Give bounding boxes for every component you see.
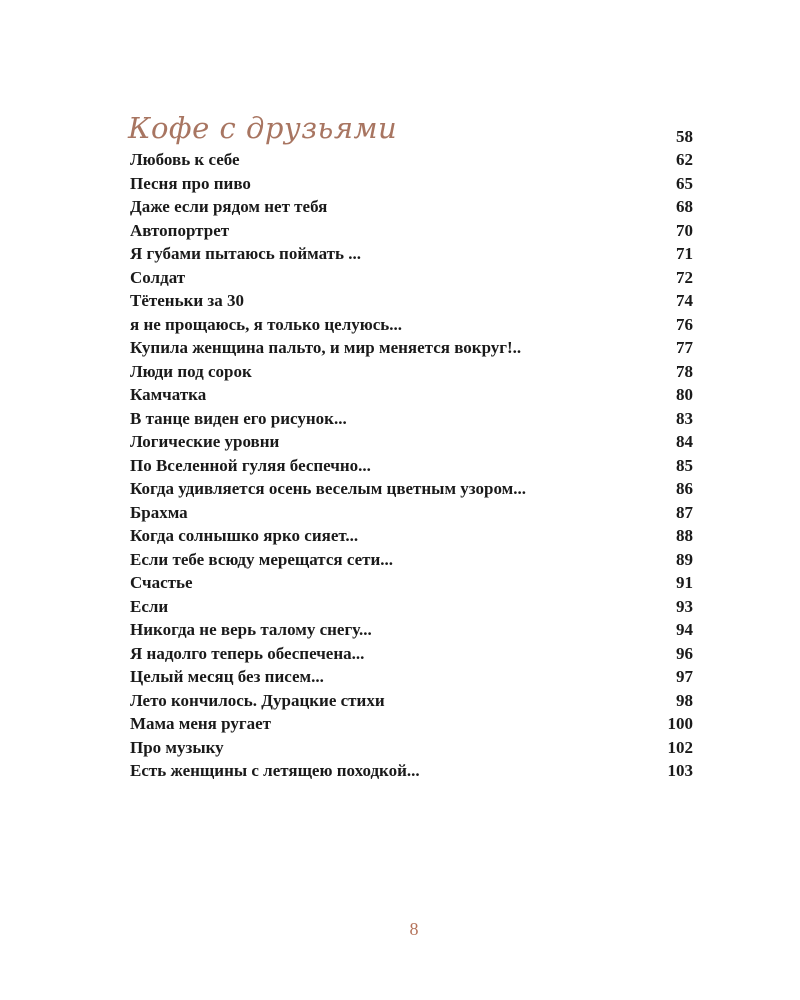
toc-entry-page: 78 [676, 361, 693, 381]
toc-entry [130, 689, 693, 713]
toc-entry-page: 96 [676, 643, 693, 663]
toc-entry-title: Любовь к себе [130, 150, 240, 169]
toc-entry-title: В танце виден его рисунок... [130, 408, 347, 428]
toc-entry [130, 219, 693, 243]
toc-entry-title: Брахма [130, 502, 188, 522]
toc-entry [130, 665, 693, 689]
toc-entry-page: 80 [676, 385, 693, 404]
toc-entry-title: Я надолго теперь обеспечена... [130, 643, 365, 663]
toc-entry-title: Даже если рядом нет тебя [130, 197, 328, 216]
toc-entry [130, 242, 693, 266]
toc-entry-page: 62 [676, 150, 693, 169]
toc-entry [130, 289, 693, 313]
toc-entry-page: 77 [676, 338, 693, 357]
toc-entry-title: Когда солнышко ярко сияет... [130, 526, 359, 545]
toc-entry [130, 618, 693, 642]
toc-entry-title: Когда удивляется осень веселым цветным узором... [130, 479, 526, 498]
toc-entry-page: 97 [676, 667, 693, 686]
toc-entry-title: Лето кончилось. Дурацкие стихи [130, 690, 385, 710]
toc-entry-title: Целый месяц без писем... [130, 667, 324, 686]
page-number: 8 [409, 919, 419, 939]
toc-entry-title: Купила женщина пальто, и мир меняется вокруг!.. [130, 338, 522, 357]
toc-entry-page: 93 [676, 596, 693, 616]
toc-entry-page: 72 [676, 267, 693, 287]
toc-entry-title: Про музыку [130, 737, 224, 757]
toc-entry [130, 759, 693, 783]
toc-entry-page: 84 [676, 432, 693, 451]
toc-entry-page: 65 [676, 173, 693, 193]
toc-entry-page: 74 [676, 291, 693, 310]
toc-entry [130, 172, 693, 196]
toc-entry-title: Автопортрет [130, 220, 230, 240]
toc-entry-page: 86 [676, 479, 693, 498]
toc-entry-page: 88 [676, 526, 693, 545]
toc-entry [130, 313, 693, 337]
toc-entry-page: 91 [676, 573, 693, 592]
toc-entry-page: 98 [676, 690, 693, 710]
toc-entry [130, 430, 693, 454]
toc-entry-page: 94 [676, 620, 693, 639]
toc-entry-page: 68 [676, 197, 693, 216]
toc-entry-title: Тётеньки за 30 [130, 291, 244, 310]
toc-entry [130, 595, 693, 619]
toc-entry-title: По Вселенной гуляя беспечно... [130, 455, 371, 475]
toc-entry [130, 524, 693, 548]
table-of-contents [130, 148, 693, 783]
toc-entry-title: Если [130, 596, 169, 616]
toc-entry [130, 360, 693, 384]
section-title: Кофе с друзьями [128, 111, 398, 145]
toc-entry [130, 712, 693, 736]
toc-entry [130, 477, 693, 501]
toc-entry [130, 407, 693, 431]
toc-entry-page: 70 [676, 220, 693, 240]
toc-entry [130, 571, 693, 595]
toc-entry [130, 501, 693, 525]
toc-entry [130, 454, 693, 478]
toc-entry-page: 87 [676, 502, 693, 522]
toc-entry-title: Счастье [130, 573, 193, 592]
toc-entry-page: 103 [667, 761, 693, 780]
toc-entry-title: Я губами пытаюсь поймать ... [130, 244, 362, 263]
toc-entry-title: Песня про пиво [130, 173, 251, 193]
toc-entry [130, 266, 693, 290]
toc-entry [130, 548, 693, 572]
toc-entry-title: Мама меня ругает [130, 714, 271, 733]
toc-entry-page: 71 [676, 244, 693, 263]
section-page-number: 58 [676, 127, 693, 146]
toc-entry-title: Никогда не верь талому снегу... [130, 620, 372, 639]
toc-entry [130, 336, 693, 360]
toc-entry-page: 76 [676, 314, 693, 334]
toc-entry-title: Если тебе всюду мерещатся сети... [130, 549, 394, 569]
toc-entry-title: Есть женщины с летящею походкой... [130, 761, 420, 780]
toc-entry-page: 100 [667, 714, 693, 733]
toc-entry-title: Камчатка [130, 385, 207, 404]
toc-entry [130, 195, 693, 219]
toc-entry-page: 85 [676, 455, 693, 475]
toc-entry [130, 383, 693, 407]
toc-entry-title: Логические уровни [130, 432, 280, 451]
toc-entry-title: я не прощаюсь, я только целуюсь... [130, 314, 403, 334]
toc-entry [130, 642, 693, 666]
toc-entry-page: 102 [667, 737, 693, 757]
toc-entry-title: Солдат [130, 267, 186, 287]
toc-entry-page: 89 [676, 549, 693, 569]
toc-entry [130, 148, 693, 172]
toc-entry [130, 736, 693, 760]
toc-entry-page: 83 [676, 408, 693, 428]
toc-entry-title: Люди под сорок [130, 361, 252, 381]
